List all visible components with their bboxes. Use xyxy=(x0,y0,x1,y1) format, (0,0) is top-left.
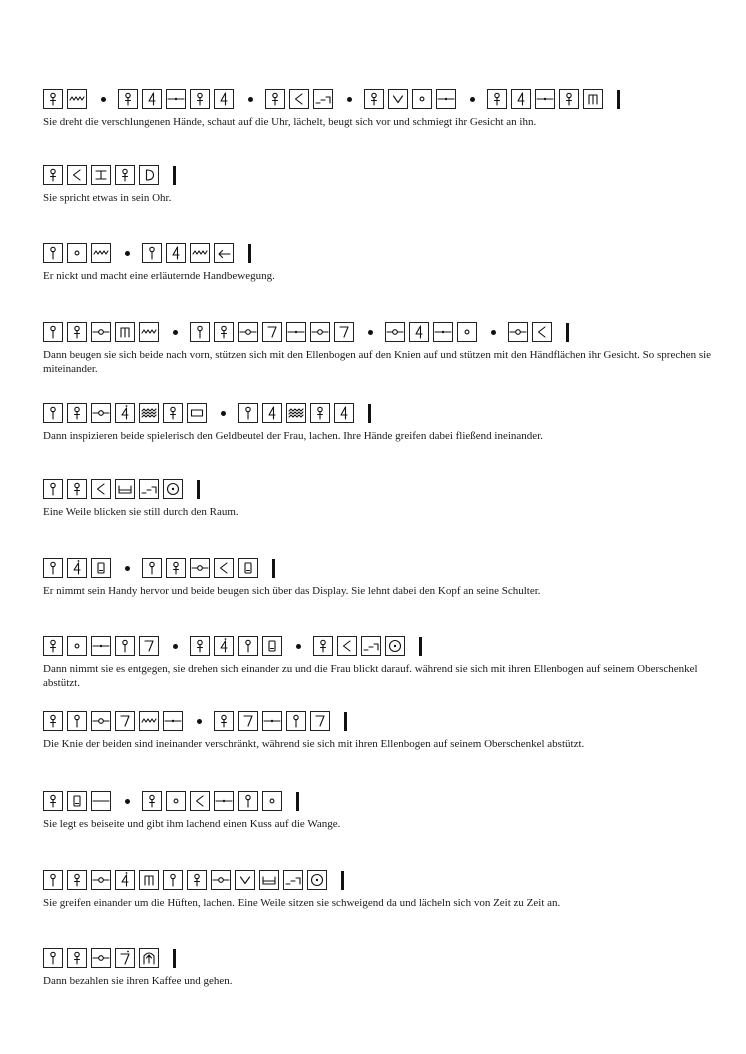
notation-line xyxy=(43,555,723,598)
circle-dot-glyph-icon xyxy=(385,636,405,656)
triple-wave-glyph-icon xyxy=(139,403,159,423)
pin-open-glyph-icon xyxy=(43,479,63,499)
line-dot-glyph-icon xyxy=(433,322,453,342)
glyph-row xyxy=(43,633,723,659)
circle-glyph-icon xyxy=(457,322,477,342)
cup-glyph-icon xyxy=(115,479,135,499)
separator-dot xyxy=(125,251,130,256)
line-circle-glyph-icon xyxy=(190,558,210,578)
notation-line xyxy=(43,86,723,129)
end-bar xyxy=(566,323,569,342)
vee-glyph-icon xyxy=(388,89,408,109)
line-circle-glyph-icon xyxy=(91,322,111,342)
notation-line xyxy=(43,162,723,205)
line-caption: Sie greifen einander um die Hüften, lachen. Eine Weile sitzen sie schweigend da und lächeln sich von Zeit zu Zeit an. xyxy=(43,897,561,909)
circle-dot-glyph-icon xyxy=(307,870,327,890)
circle-glyph-icon xyxy=(262,791,282,811)
line-dot-glyph-icon xyxy=(286,322,306,342)
seven-glyph-icon xyxy=(115,711,135,731)
end-bar xyxy=(617,90,620,109)
less-than-glyph-icon xyxy=(67,165,87,185)
end-bar xyxy=(173,166,176,185)
line-caption: Sie spricht etwas in sein Ohr. xyxy=(43,192,172,204)
pin-glyph-icon xyxy=(487,89,507,109)
separator-dot xyxy=(173,644,178,649)
wave-glyph-icon xyxy=(139,711,159,731)
line-caption: Er nickt und macht eine erläuternde Handbewegung. xyxy=(43,270,275,282)
pin-glyph-icon xyxy=(43,89,63,109)
phone-glyph-icon xyxy=(238,558,258,578)
end-bar xyxy=(272,559,275,578)
line-circle-glyph-icon xyxy=(91,870,111,890)
phone-glyph-icon xyxy=(262,636,282,656)
pin-glyph-icon xyxy=(43,791,63,811)
pin-glyph-icon xyxy=(142,791,162,811)
four-glyph-icon xyxy=(409,322,429,342)
line-circle-glyph-icon xyxy=(91,948,111,968)
line-dot-glyph-icon xyxy=(91,636,111,656)
seven-glyph-icon xyxy=(310,711,330,731)
pin-open-glyph-icon xyxy=(238,636,258,656)
less-than-glyph-icon xyxy=(532,322,552,342)
pin-glyph-icon xyxy=(559,89,579,109)
separator-dot xyxy=(248,97,253,102)
wave-glyph-icon xyxy=(139,322,159,342)
glyph-row xyxy=(43,476,723,502)
line-circle-glyph-icon xyxy=(91,403,111,423)
pin-glyph-icon xyxy=(118,89,138,109)
notation-line xyxy=(43,788,723,831)
separator-dot xyxy=(197,719,202,724)
end-bar xyxy=(368,404,371,423)
line-caption: Dann beugen sie sich beide nach vorn, stützen sich mit den Ellenbogen auf den Knien auf und stützen mit den Händflächen ihr Gesicht. So sprechen sie miteinander. xyxy=(43,349,712,375)
line-caption: Die Knie der beiden sind ineinander verschränkt, während sie sich mit ihren Ellenbogen auf seinem Oberschenkel abstützt. xyxy=(43,738,585,750)
wave-glyph-icon xyxy=(91,243,111,263)
four-dot-glyph-icon xyxy=(214,636,234,656)
pin-open-glyph-icon xyxy=(115,636,135,656)
pin-glyph-icon xyxy=(43,636,63,656)
circle-glyph-icon xyxy=(412,89,432,109)
separator-dot xyxy=(296,644,301,649)
circle-glyph-icon xyxy=(67,243,87,263)
four-dot-glyph-icon xyxy=(115,403,135,423)
separator-dot xyxy=(125,566,130,571)
four-glyph-icon xyxy=(262,403,282,423)
line-circle-glyph-icon xyxy=(238,322,258,342)
glyph-row xyxy=(43,788,723,814)
line-circle-glyph-icon xyxy=(211,870,231,890)
notation-line xyxy=(43,708,723,751)
pin-open-glyph-icon xyxy=(43,243,63,263)
circle-glyph-icon xyxy=(166,791,186,811)
line-circle-glyph-icon xyxy=(310,322,330,342)
cup-glyph-icon xyxy=(259,870,279,890)
line-dot-glyph-icon xyxy=(535,89,555,109)
trident-glyph-icon xyxy=(115,322,135,342)
pin-glyph-icon xyxy=(67,403,87,423)
circle-dot-glyph-icon xyxy=(163,479,183,499)
pin-glyph-icon xyxy=(166,558,186,578)
pin-glyph-icon xyxy=(115,165,135,185)
wave-glyph-icon xyxy=(190,243,210,263)
pin-glyph-icon xyxy=(310,403,330,423)
steps-glyph-icon xyxy=(283,870,303,890)
end-bar xyxy=(173,949,176,968)
four-glyph-icon xyxy=(142,89,162,109)
end-bar xyxy=(419,637,422,656)
less-than-glyph-icon xyxy=(91,479,111,499)
end-bar xyxy=(197,480,200,499)
end-bar xyxy=(344,712,347,731)
triple-wave-glyph-icon xyxy=(286,403,306,423)
less-than-glyph-icon xyxy=(214,558,234,578)
seven-glyph-icon xyxy=(238,711,258,731)
glyph-row xyxy=(43,86,723,112)
line-circle-glyph-icon xyxy=(385,322,405,342)
pin-open-glyph-icon xyxy=(238,791,258,811)
arrow-left-glyph-icon xyxy=(214,243,234,263)
steps-glyph-icon xyxy=(361,636,381,656)
pin-glyph-icon xyxy=(190,636,210,656)
four-dot-glyph-icon xyxy=(115,870,135,890)
seven-glyph-icon xyxy=(262,322,282,342)
pin-glyph-icon xyxy=(67,948,87,968)
pin-open-glyph-icon xyxy=(190,322,210,342)
end-bar xyxy=(296,792,299,811)
steps-glyph-icon xyxy=(139,479,159,499)
pin-open-glyph-icon xyxy=(286,711,306,731)
separator-dot xyxy=(221,411,226,416)
notation-line xyxy=(43,633,723,690)
notation-line xyxy=(43,400,723,443)
pin-open-glyph-icon xyxy=(43,322,63,342)
four-glyph-icon xyxy=(511,89,531,109)
notation-line xyxy=(43,867,723,910)
pin-open-glyph-icon xyxy=(142,558,162,578)
four-glyph-icon xyxy=(166,243,186,263)
pin-glyph-icon xyxy=(190,89,210,109)
phone-glyph-icon xyxy=(91,558,111,578)
line-dot-glyph-icon xyxy=(214,791,234,811)
line-dot-glyph-icon xyxy=(436,89,456,109)
less-than-glyph-icon xyxy=(337,636,357,656)
glyph-row xyxy=(43,867,723,893)
seven-glyph-icon xyxy=(334,322,354,342)
line-caption: Dann nimmt sie es entgegen, sie drehen sich einander zu und die Frau blickt darauf. während sie sich mit ihren Ellenbogen auf seinem Oberschenkel abstützt. xyxy=(43,663,698,689)
glyph-row xyxy=(43,555,723,581)
trident-glyph-icon xyxy=(583,89,603,109)
separator-dot xyxy=(101,97,106,102)
pin-glyph-icon xyxy=(187,870,207,890)
end-bar xyxy=(341,871,344,890)
pin-open-glyph-icon xyxy=(163,870,183,890)
line-dot-glyph-icon xyxy=(262,711,282,731)
glyph-row xyxy=(43,240,723,266)
pin-open-glyph-icon xyxy=(238,403,258,423)
pin-glyph-icon xyxy=(265,89,285,109)
separator-dot xyxy=(173,330,178,335)
pin-glyph-icon xyxy=(214,711,234,731)
pin-glyph-icon xyxy=(43,165,63,185)
line-caption: Sie dreht die verschlungenen Hände, schaut auf die Uhr, lächelt, beugt sich vor und schmiegt ihr Gesicht an ihn. xyxy=(43,116,537,128)
pin-glyph-icon xyxy=(67,870,87,890)
pin-open-glyph-icon xyxy=(142,243,162,263)
h-bar-glyph-icon xyxy=(91,165,111,185)
line-dot-glyph-icon xyxy=(163,711,183,731)
less-than-glyph-icon xyxy=(289,89,309,109)
pin-glyph-icon xyxy=(163,403,183,423)
four-glyph-icon xyxy=(214,89,234,109)
notation-line xyxy=(43,319,723,376)
separator-dot xyxy=(125,799,130,804)
glyph-row xyxy=(43,162,723,188)
line-caption: Eine Weile blicken sie still durch den Raum. xyxy=(43,506,239,518)
pin-open-glyph-icon xyxy=(67,711,87,731)
glyph-row xyxy=(43,708,723,734)
less-than-glyph-icon xyxy=(190,791,210,811)
pin-glyph-icon xyxy=(67,322,87,342)
pin-glyph-icon xyxy=(43,711,63,731)
separator-dot xyxy=(491,330,496,335)
glyph-row xyxy=(43,945,723,971)
steps-glyph-icon xyxy=(313,89,333,109)
line-circle-glyph-icon xyxy=(508,322,528,342)
separator-dot xyxy=(347,97,352,102)
pin-glyph-icon xyxy=(364,89,384,109)
separator-dot xyxy=(368,330,373,335)
circle-glyph-icon xyxy=(67,636,87,656)
pin-open-glyph-icon xyxy=(43,558,63,578)
notation-line xyxy=(43,945,723,988)
pin-glyph-icon xyxy=(67,479,87,499)
pin-glyph-icon xyxy=(214,322,234,342)
line-dot-glyph-icon xyxy=(166,89,186,109)
trident-glyph-icon xyxy=(139,870,159,890)
door-glyph-icon xyxy=(139,948,159,968)
end-bar xyxy=(248,244,251,263)
line-caption: Er nimmt sein Handy hervor und beide beugen sich über das Display. Sie lehnt dabei den Kopf an seine Schulter. xyxy=(43,585,541,597)
line-caption: Dann inspizieren beide spielerisch den Geldbeutel der Frau, lachen. Ihre Hände greifen dabei fließend ineinander. xyxy=(43,430,543,442)
notation-line xyxy=(43,476,723,519)
rect-glyph-icon xyxy=(187,403,207,423)
four-glyph-icon xyxy=(334,403,354,423)
seven-glyph-icon xyxy=(139,636,159,656)
four-dot-glyph-icon xyxy=(67,558,87,578)
line-caption: Dann bezahlen sie ihren Kaffee und gehen. xyxy=(43,975,233,987)
seven-dot-glyph-icon xyxy=(115,948,135,968)
pin-open-glyph-icon xyxy=(43,870,63,890)
phone-glyph-icon xyxy=(67,791,87,811)
pin-open-glyph-icon xyxy=(43,948,63,968)
line-circle-glyph-icon xyxy=(91,711,111,731)
notation-line xyxy=(43,240,723,283)
separator-dot xyxy=(470,97,475,102)
pin-open-glyph-icon xyxy=(43,403,63,423)
vee-glyph-icon xyxy=(235,870,255,890)
glyph-row xyxy=(43,319,723,345)
line-glyph-icon xyxy=(91,791,111,811)
glyph-row xyxy=(43,400,723,426)
line-caption: Sie legt es beiseite und gibt ihm lachend einen Kuss auf die Wange. xyxy=(43,818,341,830)
dee-glyph-icon xyxy=(139,165,159,185)
pin-glyph-icon xyxy=(313,636,333,656)
wave-glyph-icon xyxy=(67,89,87,109)
